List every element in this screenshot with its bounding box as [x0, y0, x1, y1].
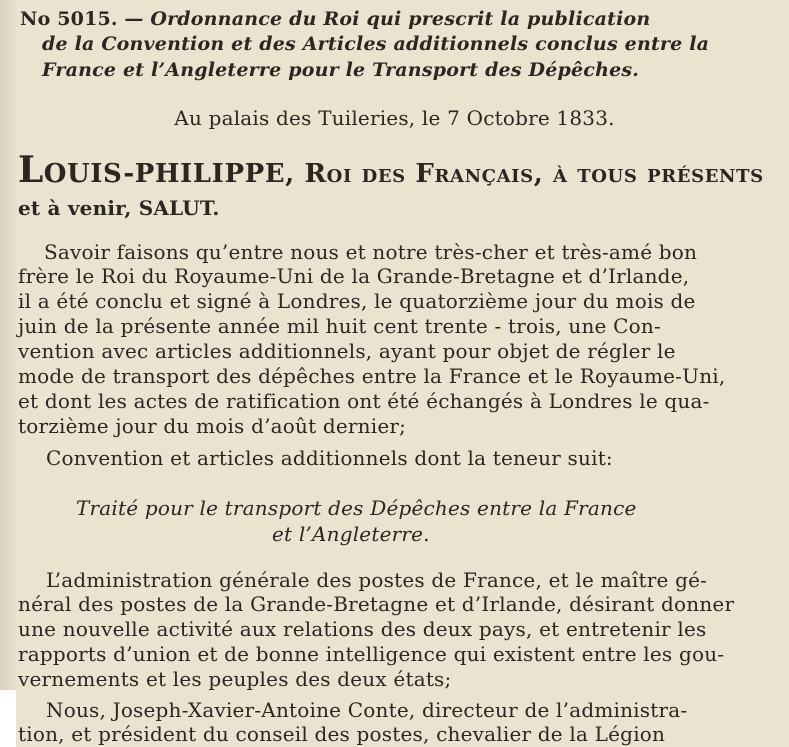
intro-line-1 — [18, 149, 764, 191]
para1-line-8: torzième jour du mois d’août dernier; — [18, 414, 407, 438]
para1-line-4: juin de la présente année mil huit cent trente - trois, une Con- — [18, 314, 661, 338]
drop-letter: L — [18, 149, 44, 191]
para1-line-3: il a été conclu et signé à Londres, le quatorzième jour du mois de — [18, 289, 696, 313]
para1-line-7: et dont les actes de ratification ont été échangés à Londres le qua- — [18, 389, 710, 413]
ordinance-header-line-1 — [20, 6, 650, 31]
page-corner-white — [0, 690, 16, 747]
para3-line-3: une nouvelle activité aux relations des deux pays, et entretenir les — [18, 617, 707, 641]
para4-line-2: tion, et président du conseil des postes, chevalier de la Légion — [18, 722, 666, 746]
treaty-title-line-2: et l’Angleterre. — [272, 522, 430, 546]
ordinance-title-part-3: France et l’Angleterre pour le Transport des Dépêches. — [42, 59, 640, 81]
para4-line-1: Nous, Joseph-Xavier-Antoine Conte, directeur de l’administra- — [46, 698, 688, 722]
ordinance-number: No 5015. — [20, 8, 118, 30]
para1-line-5: vention avec articles additionnels, ayant pour objet de régler le — [18, 339, 676, 363]
treaty-title-line-1: Traité pour le transport des Dépêches entre la France — [76, 496, 637, 520]
para1-line-2: frère le Roi du Royaume-Uni de la Grande-Bretagne et d’Irlande, — [18, 264, 690, 288]
para1-line-6: mode de transport des dépêches entre la France et le Royaume-Uni, — [18, 364, 726, 388]
para3-line-1: L’administration générale des postes de France, et le maître gé- — [46, 568, 708, 592]
place-date: Au palais des Tuileries, le 7 Octobre 1833. — [174, 106, 615, 130]
para3-line-5: vernements et les peuples des deux états; — [18, 667, 452, 691]
para1-line-1: Savoir faisons qu’entre nous et notre très-cher et très-amé bon — [44, 240, 698, 264]
para3-line-4: rapports d’union et de bonne intelligence qui existent entre les gou- — [18, 642, 725, 666]
intro-line-2: et à venir, SALUT. — [18, 196, 220, 220]
ordinance-title-part-1: — Ordonnance du Roi qui prescrit la publication — [124, 8, 651, 30]
ordinance-title-part-2: de la Convention et des Articles additionnels conclus entre la — [42, 33, 710, 55]
intro-line-1-rest: OUIS-PHILIPPE, Roi des Français, à tous présents — [43, 159, 764, 189]
para3-line-2: néral des postes de la Grande-Bretagne et d’Irlande, désirant donner — [18, 592, 735, 616]
para2: Convention et articles additionnels dont la teneur suit: — [46, 446, 613, 470]
